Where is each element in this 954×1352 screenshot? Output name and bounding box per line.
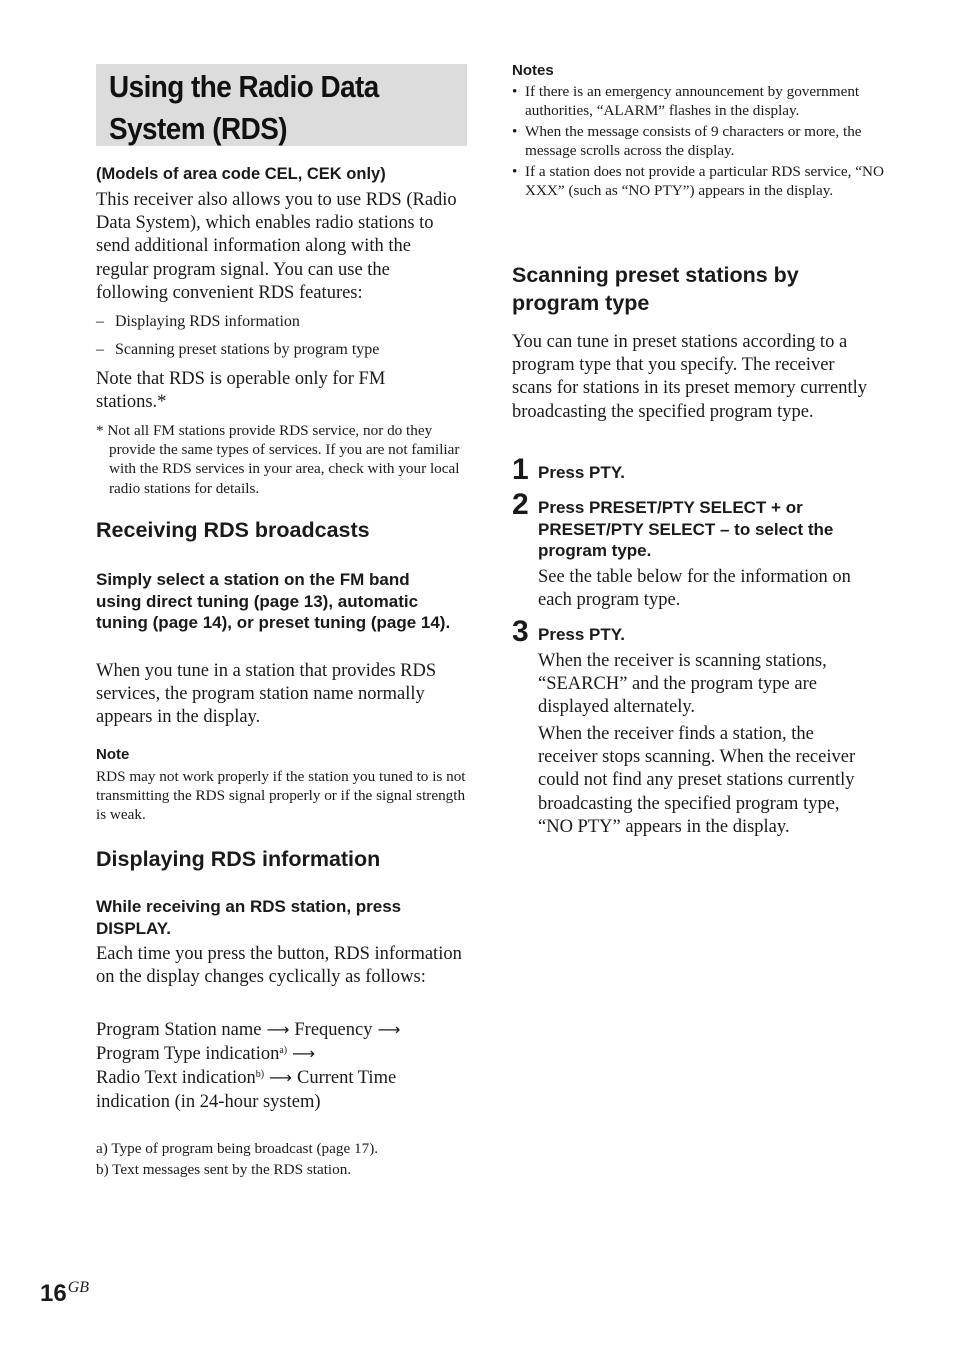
step-number-2: 2 <box>512 488 529 521</box>
list-item <box>512 82 884 121</box>
list-item <box>512 162 884 201</box>
footnote-marker-a: a) <box>279 1045 288 1057</box>
flow-program-type: Program Type indication <box>96 1044 280 1065</box>
feature-label: Displaying RDS information <box>115 313 300 330</box>
note-text: RDS may not work properly if the station you tuned to is not transmitting the RDS signal properly or if the signal strength is weak. <box>96 768 466 824</box>
note-item-text: If there is an emergency announcement by government authorities, “ALARM” flashes in the display. <box>525 83 860 120</box>
bullet-icon: • <box>512 83 518 100</box>
list-item <box>512 122 884 161</box>
flow-program-station-name: Program Station name <box>96 1020 262 1040</box>
receiving-body: When you tune in a station that provides RDS services, the program station name normally appears in the display. <box>96 661 437 728</box>
arrow-right-icon: ⟶ <box>269 1068 292 1088</box>
note-item-text: When the message consists of 9 characters or more, the message scrolls across the display. <box>525 122 862 160</box>
heading-scanning-preset: Scanning preset stations by program type <box>512 263 799 315</box>
footnote-b: b) Text messages sent by the RDS station. <box>96 1161 352 1178</box>
intro-paragraph: This receiver also allows you to use RDS (Radio Data System), which enables radio stations to send additional information along with the regular program signal. You can use the following convenient RDS features: <box>96 190 457 303</box>
page-number <box>40 1273 89 1309</box>
step-2-body: See the table below for the information on each program type. <box>538 567 851 611</box>
step-3-body-1: When the receiver is scanning stations, “SEARCH” and the program type are displayed alternately. <box>538 651 827 718</box>
footnote-marker-b: b) <box>255 1069 265 1081</box>
page-title: Using the Radio Data System (RDS) <box>109 69 379 146</box>
arrow-right-icon: ⟶ <box>266 1020 290 1039</box>
step-2-text: Press PRESET/PTY SELECT + or PRESET/PTY SELECT – to select the program type. <box>538 498 834 560</box>
step-3-text: Press PTY. <box>538 625 625 644</box>
bullet-icon: • <box>512 122 518 140</box>
heading-displaying-rds: Displaying RDS information <box>96 847 381 871</box>
step-number-3: 3 <box>512 615 529 648</box>
fm-note: Note that RDS is operable only for FM stations.* <box>96 369 386 413</box>
step-number-1: 1 <box>512 453 529 486</box>
page-suffix: GB <box>67 1279 90 1296</box>
flow-frequency: Frequency <box>294 1020 373 1040</box>
feature-label: Scanning preset stations by program type <box>115 341 380 358</box>
flow-current-time: Current Time indication (in 24-hour system) <box>96 1068 397 1112</box>
feature-item: – Displaying RDS information <box>96 313 300 330</box>
feature-item: – Scanning preset stations by program type <box>96 341 380 358</box>
arrow-right-icon: ⟶ <box>377 1020 401 1039</box>
rds-display-cycle <box>96 1018 468 1114</box>
note-label: Note <box>96 746 130 763</box>
displaying-body: Each time you press the button, RDS information on the display changes cyclically as follows: <box>96 944 462 988</box>
page-number-value: 16 <box>40 1280 67 1307</box>
step-3-body-2: When the receiver finds a station, the receiver stops scanning. When the receiver could not find any preset stations currently broadcasting the specified program type, “NO PTY” appears in the display. <box>538 724 856 837</box>
scanning-intro: You can tune in preset stations according to a program type that you specify. The receiver scans for stations in its preset memory currently broadcasting the specified program type. <box>512 332 868 422</box>
notes-label: Notes <box>512 62 554 79</box>
footnote-a: a) Type of program being broadcast (page 17). <box>96 1140 379 1157</box>
step-1-text: Press PTY. <box>538 463 625 482</box>
arrow-right-icon: ⟶ <box>292 1044 316 1064</box>
displaying-instruction: While receiving an RDS station, press DISPLAY. <box>96 897 402 938</box>
note-item-text: If a station does not provide a particular RDS service, “NO XXX” (such as “NO PTY”) appears in the display. <box>525 162 884 200</box>
heading-receiving-rds: Receiving RDS broadcasts <box>96 518 370 542</box>
bullet-icon: • <box>512 162 518 180</box>
receiving-instruction: Simply select a station on the FM band using direct tuning (page 13), automatic tuning (page 14), or preset tuning (page 14). <box>96 570 451 632</box>
area-code-note: (Models of area code CEL, CEK only) <box>96 165 386 183</box>
notes-list <box>512 82 884 201</box>
fm-footnote: * Not all FM stations provide RDS service, nor do they provide the same types of services. If you are not familiar with the RDS services in your area, check with your local radio stations for details. <box>96 422 460 497</box>
flow-radio-text: Radio Text indication <box>96 1068 256 1089</box>
title-box <box>96 64 467 146</box>
